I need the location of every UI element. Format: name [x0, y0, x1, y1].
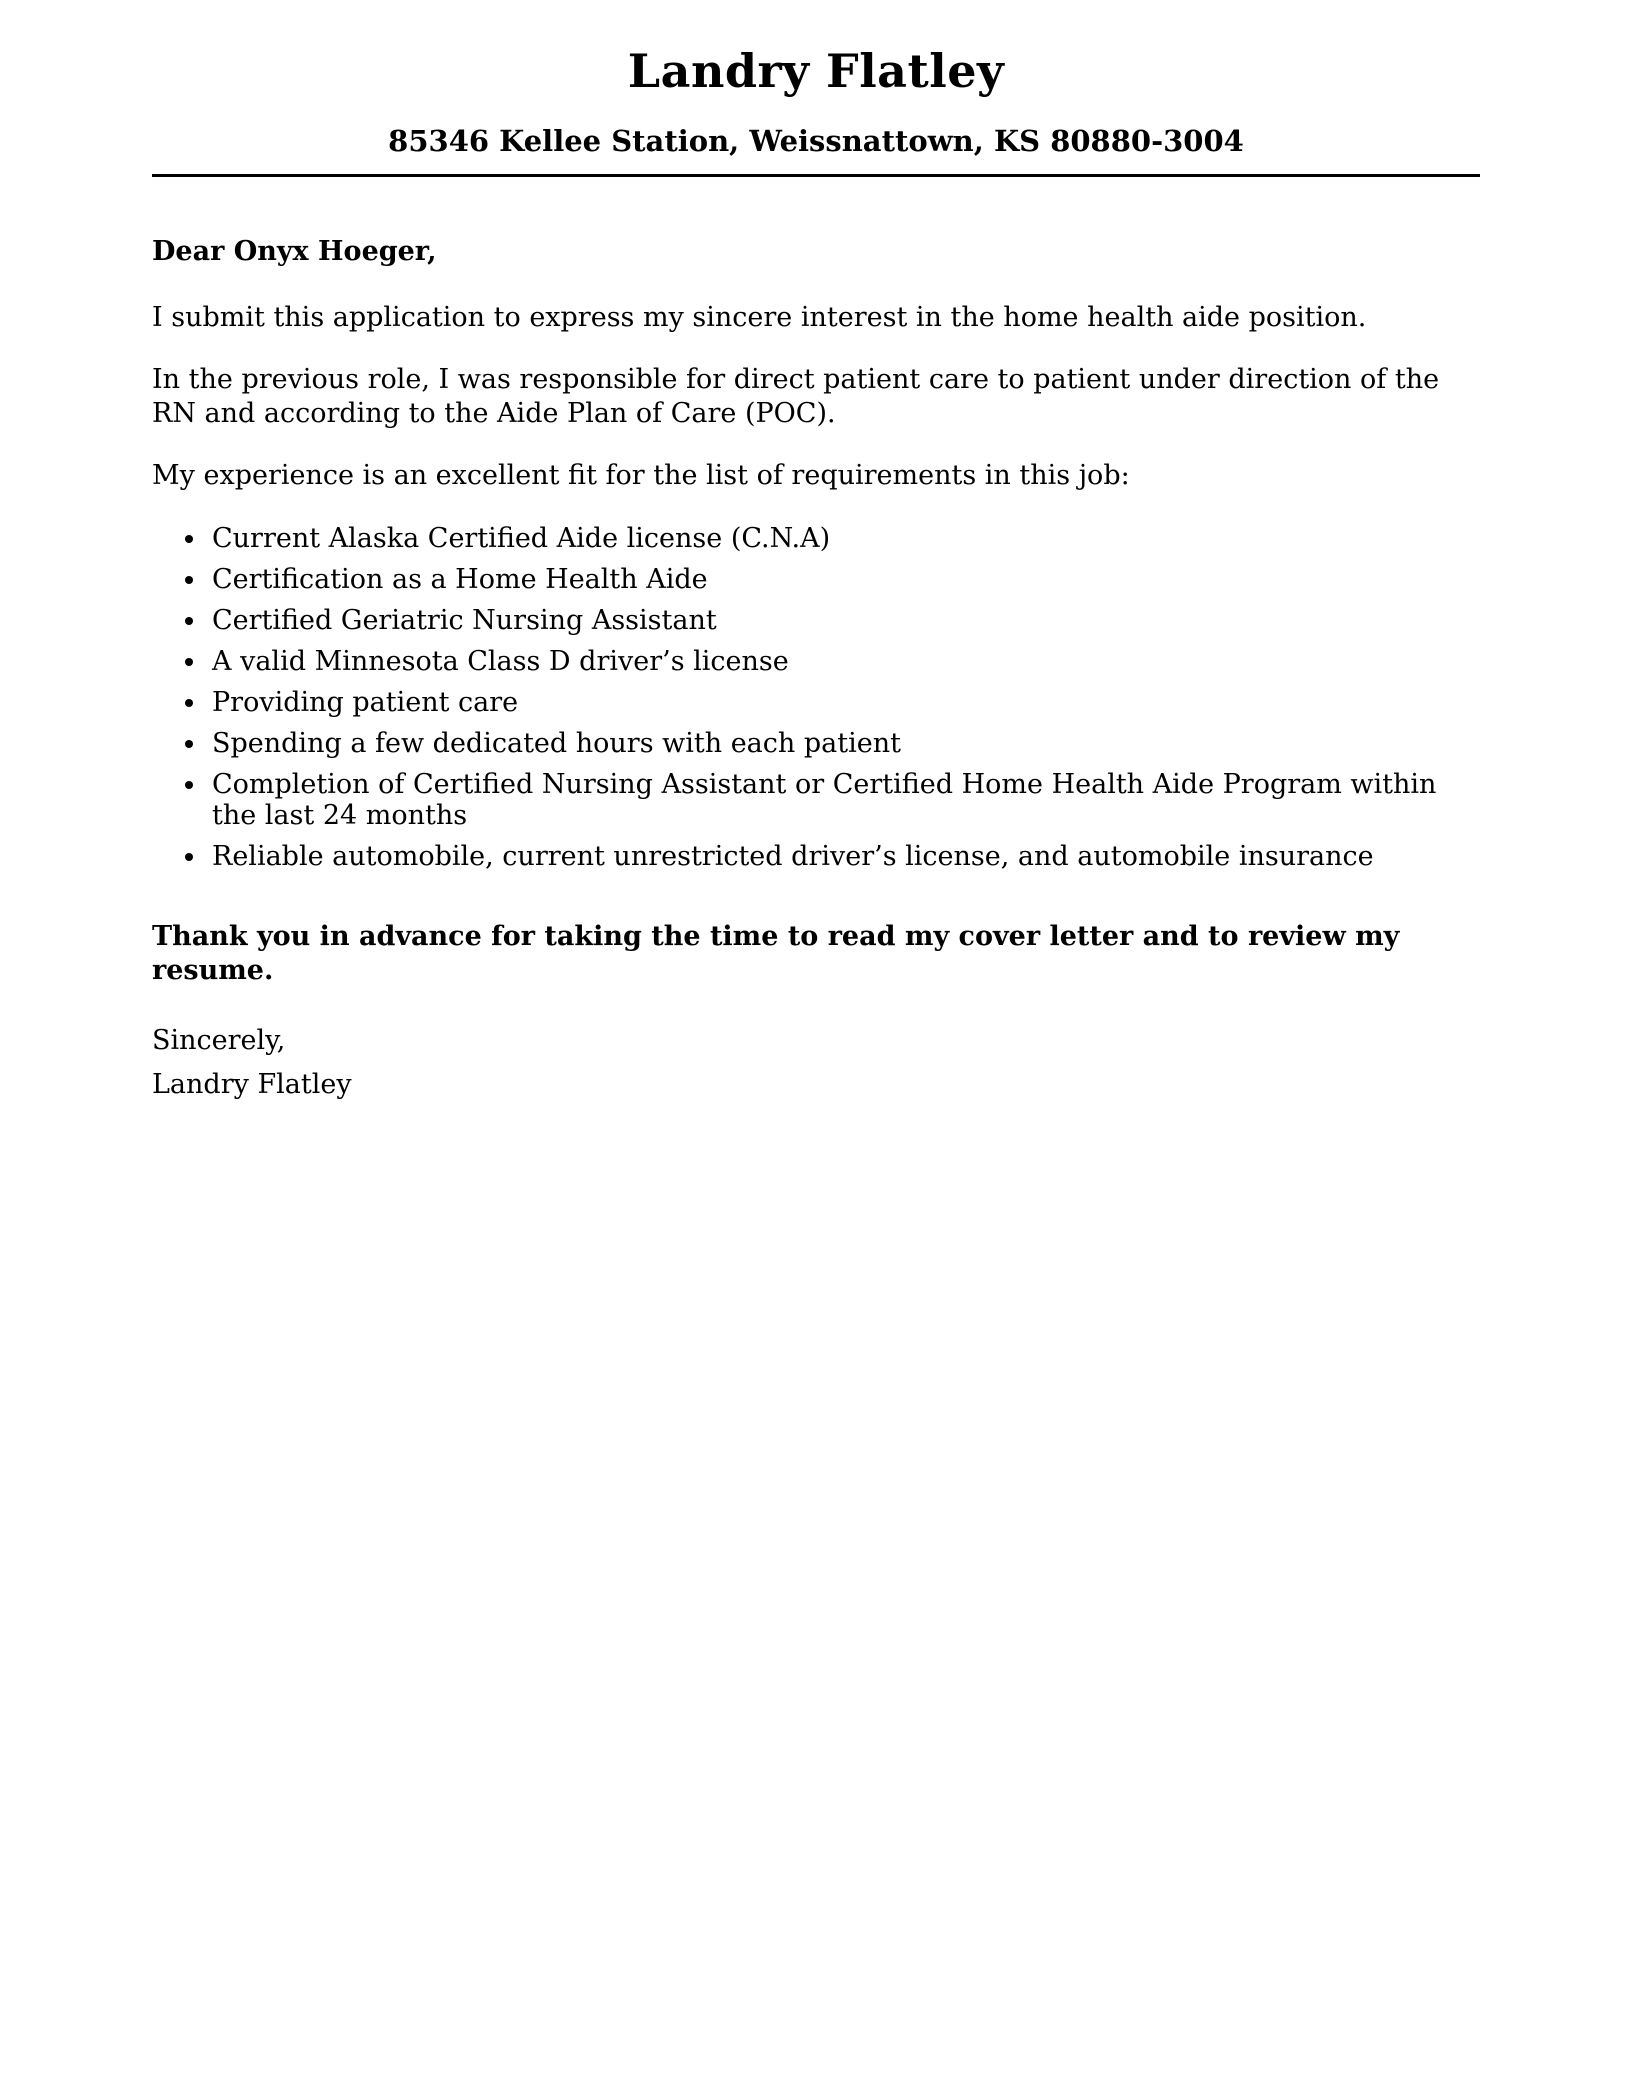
paragraph-experience: My experience is an excellent fit for the list of requirements in this job:: [152, 460, 1130, 491]
requirement-item: • Certified Geriatric Nursing Assistant: [208, 605, 1480, 636]
letter-body: [152, 235, 1480, 1102]
header-divider: [152, 174, 1480, 177]
letter-header: [152, 44, 1480, 177]
requirement-item: • Certification as a Home Health Aide: [208, 564, 1480, 595]
requirement-item: • Reliable automobile, current unrestricted driver’s license, and automobile insurance: [208, 841, 1480, 872]
requirement-item: • Current Alaska Certified Aide license (C.N.A): [208, 523, 1480, 554]
requirement-item: • A valid Minnesota Class D driver’s license: [208, 646, 1480, 677]
closing-line: Sincerely,: [152, 1025, 286, 1056]
salutation: Dear Onyx Hoeger,: [152, 236, 437, 267]
thank-you-line: Thank you in advance for taking the time to read my cover letter and to review my resume.: [152, 921, 1400, 986]
requirement-item: • Spending a few dedicated hours with each patient: [208, 728, 1480, 759]
paragraph-previous-role: In the previous role, I was responsible for direct patient care to patient under direction of the RN and according to the Aide Plan of Care (POC).: [152, 364, 1440, 429]
paragraph-intro: I submit this application to express my sincere interest in the home health aide position.: [152, 302, 1367, 333]
author-name-heading: Landry Flatley: [627, 44, 1005, 98]
requirement-item: • Completion of Certified Nursing Assistant or Certified Home Health Aide Program within the last 24 months: [208, 769, 1480, 831]
requirement-item: • Providing patient care: [208, 687, 1480, 718]
author-address: 85346 Kellee Station, Weissnattown, KS 80880-3004: [388, 124, 1244, 158]
signature-name: Landry Flatley: [152, 1069, 352, 1100]
requirements-list: [152, 523, 1480, 872]
